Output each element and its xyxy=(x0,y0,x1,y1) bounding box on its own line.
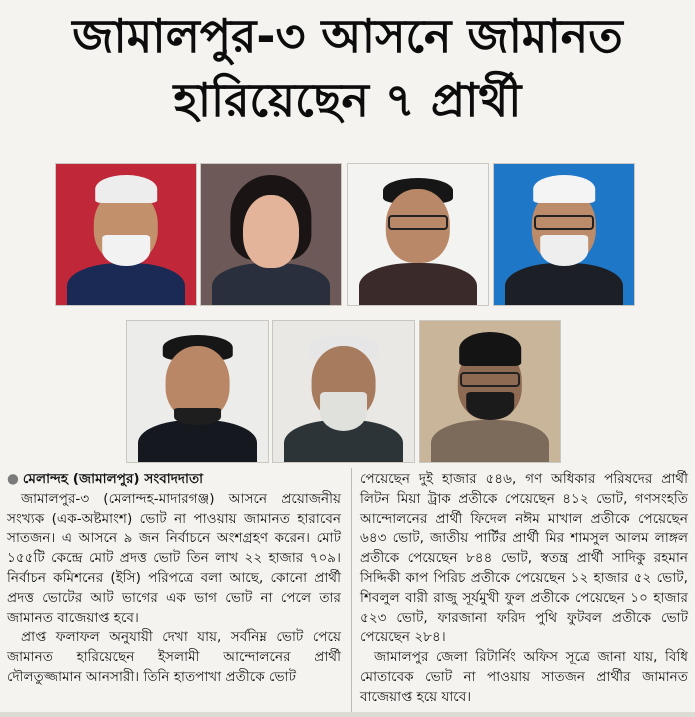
candidate-photo-3 xyxy=(347,163,489,306)
candidate-photo-1 xyxy=(55,163,197,306)
paragraph: জামালপুর জেলা রিটার্নিং অফিস সূত্রে জানা যায়, বিধি মোতাবেক ভোট না পাওয়ায় সাতজন প্রার্থীর জামানত বাজেয়াপ্ত হয়ে যাবে। xyxy=(360,649,688,705)
paragraph: প্রাপ্ত ফলাফল অনুযায়ী দেখা যায়, সর্বনিম্ন ভোট পেয়ে জামানত হারিয়েছেন ইসলামী আন্দোলনের প্রার্থী দৌলতুজ্জামান আনসারী। তিনি হাতপাখা প্রতীকে ভোট xyxy=(7,629,341,685)
candidate-photo-2 xyxy=(200,163,342,306)
bullet-icon: ● xyxy=(7,471,19,487)
article-right-column xyxy=(360,470,688,708)
paragraph: জামালপুর-৩ (মেলান্দহ-মাদারগঞ্জ) আসনে প্রয়োজনীয় সংখ্যক (এক-অষ্টমাংশ) ভোট না পাওয়ায় জামানত হারাবেন সাতজন। এ আসনে ৯ জন নির্বাচনে অংশগ্রহণ করেন। মোট ১৫৫টি কেন্দ্রে মোট প্রদত্ত ভোট তিন লাখ ২২ হাজার ৭০৯। নির্বাচন কমিশনের (ইসি) পরিপত্রে বলা আছে, কোনো প্রার্থী প্রদত্ত ভোটের আট ভাগের এক ভাগ ভোট না পেলে তার জামানত বাজেয়াপ্ত হবে। xyxy=(7,490,341,626)
candidate-photo-7 xyxy=(419,320,561,463)
candidate-photo-4 xyxy=(493,163,635,306)
article-left-column xyxy=(7,470,341,688)
paragraph: পেয়েছেন দুই হাজার ৫৪৬, গণ অধিকার পরিষদের প্রার্থী লিটন মিয়া ট্রাক প্রতীকে পেয়েছেন ৪১২ ভোট, গণসংহতি আন্দোলনের প্রার্থী ফিদেল নঈম মাখাল প্রতীকে পেয়েছেন ৬৪৩ ভোট, জাতীয় পার্টির প্রার্থী মির শামসুল আলম লাঙ্গল প্রতীকে পেয়েছেন ৮৪৪ ভোট, স্বতন্ত্র প্রার্থী সাদিকু রহমান সিদ্দিকী কাপ পিরিচ প্রতীকে পেয়েছেন ১২ হাজার ৫২ ভোট, শিবলুল বারী রাজু সূর্যমুখী ফুল প্রতীকে পেয়েছেন ১০ হাজার ৫২৩ ভোট, ফারজানা ফরিদ পুথি ফুটবল প্রতীকে ভোট পেয়েছেন ২৮৪। xyxy=(360,471,688,646)
column-divider xyxy=(351,468,352,714)
headline-line-2: হারিয়েছেন ৭ প্রার্থী xyxy=(173,73,522,127)
headline xyxy=(0,4,695,132)
byline xyxy=(7,470,341,490)
bottom-rule xyxy=(0,712,695,717)
byline-text: মেলান্দহ (জামালপুর) সংবাদদাতা xyxy=(22,471,204,487)
candidate-photo-6 xyxy=(272,320,415,463)
headline-line-1: জামালপুর-৩ আসনে জামানত xyxy=(72,9,623,63)
candidate-photo-5 xyxy=(126,320,269,463)
